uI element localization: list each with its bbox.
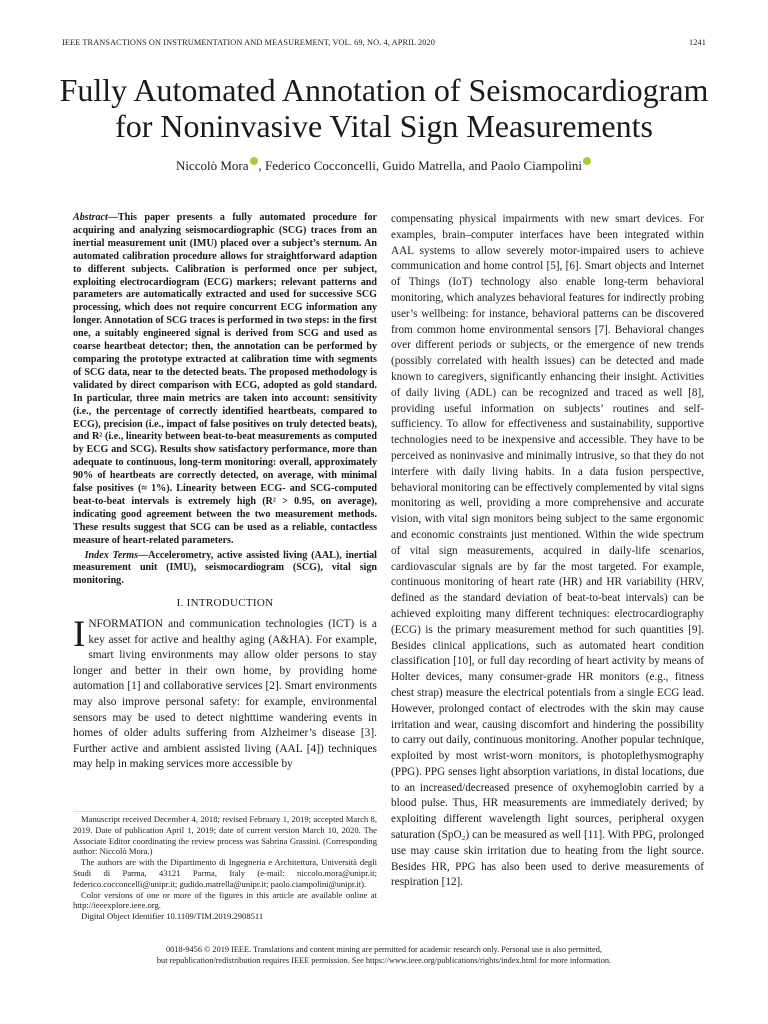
abstract-label: Abstract (73, 212, 108, 223)
copyright-line-2: but republication/redistribution requires IEEE permission. See https://www.ieee.org/publications/rights/index.html for more information. (156, 955, 612, 965)
footnotes (73, 811, 377, 922)
footnote-doi: Digital Object Identifier 10.1109/TIM.2019.2908511 (81, 911, 264, 922)
footnote-affiliation: The authors are with the Dipartimento di Ingegneria e Architettura, Università degli Studi di Parma, 43121 Parma, Italy (e-mail: niccolo.mora@unipr.it; federico.cocconcelli@unipr.it; gudido.matrella@unipr.it; paolo.ciampolini@unipr.it). (73, 857, 377, 889)
orcid-icon[interactable] (250, 157, 258, 165)
copyright-line-1: 0018-9456 © 2019 IEEE. Translations and content mining are permitted for academic research only. Personal use is also permitted, (166, 945, 602, 954)
author-list (40, 158, 728, 174)
orcid-icon[interactable] (583, 157, 591, 165)
right-column (391, 212, 704, 891)
index-terms-label: Index Terms (84, 549, 139, 561)
page-number: 1241 (689, 38, 706, 47)
index-terms (73, 550, 377, 589)
section-heading-introduction: I. INTRODUCTION (176, 597, 274, 610)
journal-name: IEEE TRANSACTIONS ON INSTRUMENTATION AND MEASUREMENT, VOL. 69, NO. 4, APRIL 2020 (62, 38, 436, 47)
index-terms-text: —Accelerometry, active assisted living (AAL), inertial measurement unit (IMU), seismocardiogram (SCG), vital sign monitoring. (73, 549, 377, 587)
introduction-paragraph (73, 614, 377, 773)
abstract (73, 212, 377, 548)
left-column (73, 212, 377, 773)
drop-cap: I (73, 614, 86, 656)
running-header (62, 38, 706, 50)
title-line-2: for Noninvasive Vital Sign Measurements (115, 108, 653, 144)
footnote-color: Color versions of one or more of the figures in this article are available online at http://ieeexplore.ieee.org. (73, 889, 377, 911)
introduction-text: NFORMATION and communication technologies (ICT) is a key asset for active and healthy aging (A&HA). For example, smart living environments may allow older persons to stay longer and better in their own home, by providing home automation [1] and collaborative services [2]. Smart environments may also improve personal safety: for example, environmental sensors may be used to detect nighttime wandering events in homes of older adults suffering from Alzheimer’s disease [3]. Further active and ambient assisted living (AAL [4]) techniques may help in making services more accessible by (73, 618, 377, 771)
footnote-manuscript: Manuscript received December 4, 2018; revised February 1, 2019; accepted March 8, 2019. Date of publication April 1, 2019; date of current version March 10, 2020. The Associate Editor coordinating the review process was Sabrina Grassini. (Corresponding author: Niccolò Mora.) (73, 814, 377, 857)
copyright-notice (60, 945, 708, 966)
paper-title (40, 72, 728, 144)
right-column-text: compensating physical impairments with new smart devices. For examples, brain–computer interfaces have been integrated within AAL systems to allow severely motor-impaired users to achieve communication and home control [5], [6]. Smart objects and Internet of Things (IoT) technology also enable long-term behavioral monitoring, which analyzes behavioral features for indirectly probing user’s wellbeing: for instance, behavioral patterns can be discovered from common home environmental sensors [7]. Behavioral changes over different periods or subjects, or the emergence of new trends (possibly correlated with health issues) can be detected and made known to caregivers, significantly enhancing their insight. Activities of daily living (ADL) can be recognized and traced as well [8], providing useful information on subjects’ routines and self-sufficiency. To allow for effectiveness and sustainability, supportive technologies need to be inexpensive and accessible. They have to be perceived as noninvasive and minimally intrusive, so that they do not interfere with daily living habits. In a data fusion perspective, behavioral monitoring can be effectively complemented by vital signs monitoring as well, providing a more comprehensive and accurate vision, with vital sign monitors being subject to the same ergonomic and economic constraints just mentioned. Within the wide spectrum of vital sign measurements, acquired in daily-life scenarios, cardiovascular signals are by far the most targeted. For example, continuous monitoring of heart rate (HR) and HR variability (HRV, defined as the standard deviation of beat-to-beat intervals) can be achieved exploiting many different techniques: electrocardiography (ECG) is the primary measurement method for such quantities [9]. Besides clinical applications, such as automated heart condition classification [10], or full day recording of heart activity by means of Holter devices, many consumer-grade HR monitors (e.g., fitness chest strap) measure the electrical potentials from a single ECG lead. However, prolonged contact of electrodes with the skin may cause irritation and wear, causing discomfort and hindering the possibility to carry out daily, continuous monitoring. Another popular technique, exploited by most wrist-worn monitors, is photoplethysmography (PPG). PPG senses light absorption variations, in distal locations, due to an increased/decreased presence of oxyhemoglobin carried by a blood pulse. Thus, HR measurements are immediately derived; by exploiting different wavelength light sources, peripheral oxygen saturation (SpO₂) can be measured as well [11]. With PPG, prolonged use may cause skin irritation due to heating from the light source. Besides HR, PPG has also been used to derive measurements of respiration [12]. (391, 213, 704, 889)
abstract-text: —This paper presents a fully automated procedure for acquiring and analyzing seismocardiographic (SCG) traces from an inertial measurement unit (IMU) placed over a subject’s sternum. An automated calibration procedure allows for straightforward adaption to different subjects. Calibration is performed once per subject, exploiting electrocardiogram (ECG) markers; relevant patterns and parameters are automatically extracted and used for successive SCG processing, which does not require concurrent ECG information any longer. Annotation of SCG traces is performed in two steps: in the first one, a suitably engineered signal is derived from SCG and used as coarse heartbeat detector; then, the annotation can be performed by comparing the prototype extracted at calibration time with segments of SCG data, near to the detected beats. The proposed methodology is validated by direct comparison with ECG, adopted as gold standard. In particular, three main metrics are taken into account: sensitivity (i.e., the percentage of correctly identified heartbeats, compared to ECG), precision (i.e., impact of false positives on truly detected beats), and R² (i.e., linearity between beat-to-beat measurements as computed by ECG and SCG). Results show satisfactory performance, more than adequate to continuous, long-term monitoring: overall, approximately 90% of heartbeats are correctly detected, on average, with minimal false positives (≈ 1%). Linearity between ECG- and SCG-computed beat-to-beat intervals is extremely high (R² > 0.95, on average), indicating good agreement between the two measurement methods. These results suggest that SCG can be used as a reliable, contactless measure of heart-related parameters. (73, 212, 377, 546)
author-others: , Federico Cocconcelli, Guido Matrella, and Paolo Ciampolini (258, 158, 583, 173)
author-1: Niccolò Mora (175, 158, 249, 173)
title-line-1: Fully Automated Annotation of Seismocardiogram (59, 72, 709, 108)
